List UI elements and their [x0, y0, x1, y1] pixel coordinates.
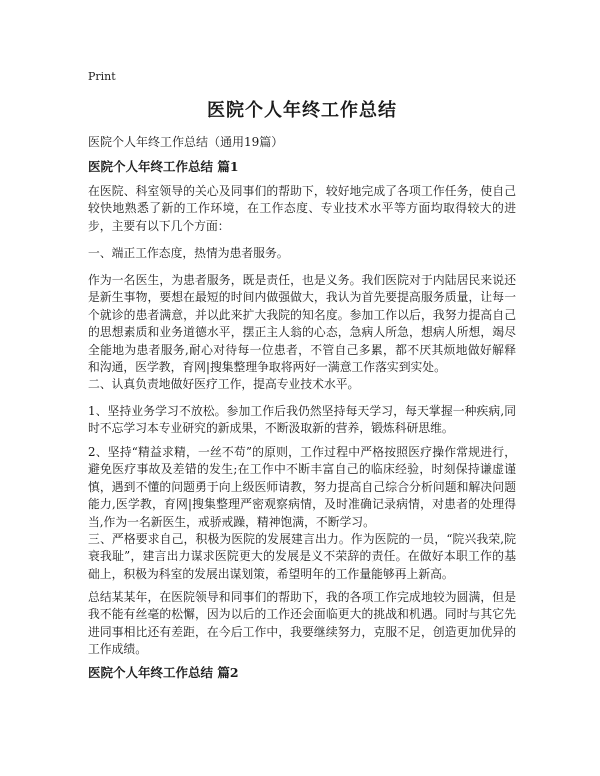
paragraph: 作为一名医生，为患者服务，既是责任，也是义务。我们医院对于内陆居民来说还是新生事物，要想在最短的时间内做强做大，我认为首先要提高服务质量，让每一个就诊的患者满意，并以此来扩大我院的知名度。参加工作以后，我努力提高自己的思想素质和业务道德水平，摆正主人翁的心态，急病人所急，想病人所想，竭尽全能地为患者服务,耐心对待每一位患者，不管自己多累，都不厌其烦地做好解释和沟通，医学教，育网|搜集整理争取将两好一满意工作落实到实处。: [88, 273, 516, 375]
document-title: 医院个人年终工作总结: [207, 100, 397, 121]
point-1-body: [88, 272, 516, 376]
point-1-heading: [88, 245, 516, 262]
section-heading: 医院个人年终工作总结 篇1: [88, 159, 239, 174]
point-2-heading: [88, 376, 516, 393]
paragraph: 二、认真负责地做好医疗工作，提高专业技术水平。: [88, 377, 360, 391]
point-3-body: [88, 531, 516, 583]
paragraph: 1、坚持业务学习不放松。参加工作后我仍然坚持每天学习，每天掌握一种疾病,同时不忘学习本专业研究的新成果，不断汲取新的营养，锻炼科研思维。: [88, 404, 516, 436]
paragraph: 在医院、科室领导的关心及同事们的帮助下，较好地完成了各项工作任务，使自己较快地熟悉了新的工作环境，在工作态度、专业技术水平等方面均取得较大的进步，主要有以下几个方面：: [88, 184, 516, 233]
section-heading: 医院个人年终工作总结 篇2: [88, 665, 239, 680]
item-1: [88, 403, 516, 438]
paragraph: 一、端正工作态度，热情为患者服务。: [88, 246, 289, 260]
paragraph: 三、严格要求自己，积极为医院的发展建言出力。作为医院的一员，“院兴我荣,院衰我耻”，建言出力谋求医院更大的发展是义不荣辞的责任。在做好本职工作的基础上，积极为科室的发展出谋划策，希望明年的工作量能够再上新高。: [88, 532, 516, 581]
conclusion-paragraph: [88, 589, 516, 659]
print-link[interactable]: Print: [88, 70, 116, 83]
paragraph: 总结某某年，在医院领导和同事们的帮助下，我的各项工作完成地较为圆满，但是我不能有丝毫的松懈，因为以后的工作还会面临更大的挑战和机遇。同时与其它先进同事相比还有差距，在今后工作中，我要继续努力，克服不足，创造更加优异的工作成绩。: [88, 590, 516, 657]
paragraph: 2、坚持“精益求精，一丝不苟”的原则，工作过程中严格按照医疗操作常规进行，避免医疗事故及差错的发生;在工作中不断丰富自己的临床经验，时刻保持谦虚谨慎，遇到不懂的问题勇于向上级医师请教，努力提高自己综合分析问题和解决问题能力,医学教，育网|搜集整理严密观察病情，及时准确记录病情，对患者的处理得当,作为一名新医生，戒骄戒躁，精神饱满，不断学习。: [88, 445, 516, 529]
document-subtitle: 医院个人年终工作总结（通用19篇）: [88, 135, 284, 149]
section-1: [88, 158, 516, 176]
section-2: [88, 664, 516, 682]
item-2: [88, 444, 516, 531]
intro-paragraph: [88, 183, 516, 235]
